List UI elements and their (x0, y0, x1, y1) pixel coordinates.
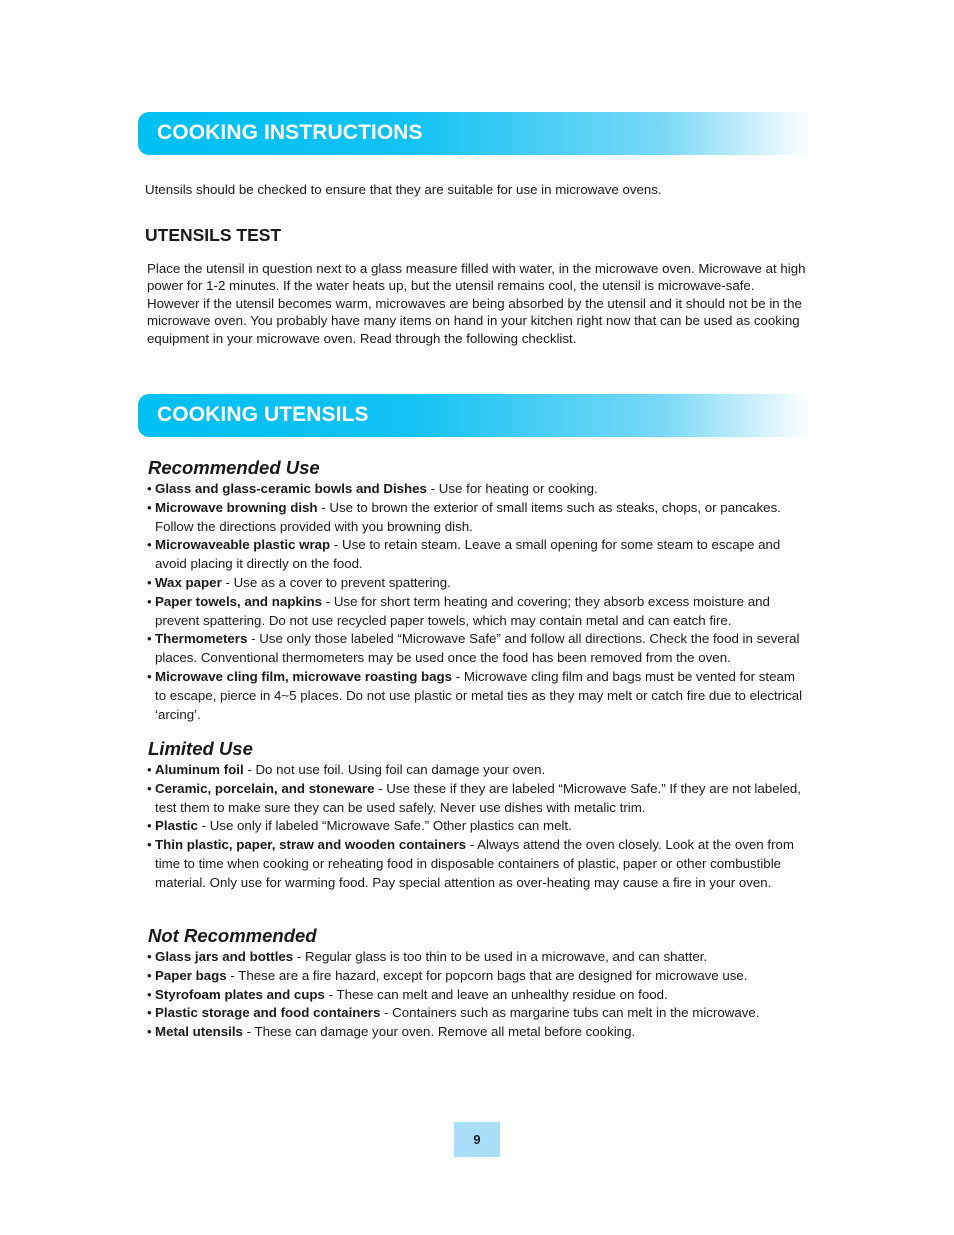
recommended-use-list (147, 480, 807, 724)
bullet-icon: • (147, 837, 152, 853)
bullet-icon: • (147, 1005, 152, 1021)
list-item (147, 499, 807, 537)
bullet-icon: • (147, 967, 152, 983)
list-item (147, 1023, 807, 1042)
item-description: - Regular glass is too thin to be used in a microwave, and can shatter. (293, 949, 708, 964)
item-term: Microwave browning dish (155, 499, 318, 515)
bullet-icon: • (147, 574, 152, 590)
list-item (147, 967, 807, 986)
item-term: Aluminum foil (155, 762, 244, 777)
item-description: - These can damage your oven. Remove all metal before cooking. (242, 1024, 636, 1040)
item-description: - Use as a cover to prevent spattering. (221, 574, 451, 590)
item-term: Plastic storage and food containers (155, 1005, 381, 1021)
item-description: - Use for heating or cooking. (426, 481, 598, 496)
bullet-icon: • (147, 481, 152, 496)
bullet-icon: • (147, 631, 152, 647)
not-recommended-heading: Not Recommended (148, 925, 317, 946)
bullet-icon: • (147, 1024, 152, 1040)
item-term: Plastic (155, 818, 198, 834)
item-term: Glass jars and bottles (155, 949, 294, 964)
intro-text: Utensils should be checked to ensure that they are suitable for use in microwave ovens. (145, 182, 662, 197)
list-item (147, 817, 807, 836)
item-term: Thermometers (155, 631, 248, 647)
item-description: - Containers such as margarine tubs can melt in the microwave. (380, 1005, 760, 1021)
item-term: Paper towels, and napkins (155, 593, 322, 609)
item-description: - Use for short term heating and covering; they absorb excess moisture and prevent spattering. Do not use recycled paper towels, which may contain metal and can eatch fire. (155, 593, 770, 628)
list-item (147, 836, 807, 892)
list-item (147, 630, 807, 668)
item-description: - Do not use foil. Using foil can damage your oven. (243, 762, 546, 777)
utensils-test-paragraph: Place the utensil in question next to a glass measure filled with water, in the microwave oven. Microwave at high power for 1-2 minutes. If the water heats up, but the utensil remains cool, the utensil is microwave-safe. However if the utensil becomes warm, microwaves are being absorbed by the utensil and it should not be in the microwave oven. You probably have many items on hand in your kitchen right now that can be used as cooking equipment in your microwave oven. Read through the following checklist. (147, 261, 806, 346)
list-item (147, 536, 807, 574)
list-item (147, 668, 807, 724)
item-description: - Use only those labeled “Microwave Safe” and follow all directions. Check the food in several places. Conventional thermometers may be used once the food has been removed from the oven. (155, 631, 800, 666)
bullet-icon: • (147, 986, 152, 1002)
item-description: - Microwave cling film and bags must be vented for steam to escape, pierce in 4~5 places. Do not use plastic or metal ties as they may melt or catch fire due to electrical ‘arcing’. (155, 668, 803, 722)
list-item (147, 480, 807, 499)
utensils-test-heading: UTENSILS TEST (145, 225, 282, 245)
item-description: - Use only if labeled “Microwave Safe.” Other plastics can melt. (197, 818, 572, 834)
recommended-use-section (147, 457, 807, 724)
item-description: - Always attend the oven closely. Look at the oven from time to time when cooking or reheating food in disposable containers of plastic, paper or other combustible material. Only use for warming food. Pay special attention as over-heating may cause a fire in your oven. (155, 837, 794, 890)
bullet-icon: • (147, 537, 152, 553)
bullet-icon: • (147, 780, 152, 796)
list-item (147, 948, 807, 967)
item-term: Thin plastic, paper, straw and wooden containers (155, 837, 467, 853)
bullet-icon: • (147, 499, 152, 515)
item-term: Microwaveable plastic wrap (155, 537, 331, 553)
item-description: - Use to brown the exterior of small items such as steaks, chops, or pancakes. Follow the directions provided with you browning dish. (155, 499, 781, 534)
not-recommended-list (147, 948, 807, 1042)
list-item (147, 574, 807, 593)
list-item (147, 761, 807, 780)
item-description: - These are a fire hazard, except for popcorn bags that are designed for microwave use. (226, 967, 748, 983)
section-title: COOKING UTENSILS (157, 403, 369, 426)
bullet-icon: • (147, 949, 152, 964)
item-description: - These can melt and leave an unhealthy residue on food. (324, 986, 668, 1002)
recommended-use-heading: Recommended Use (148, 457, 320, 478)
section-banner-cooking-utensils (138, 394, 812, 437)
item-description: - Use these if they are labeled “Microwave Safe.” If they are not labeled, test them to make sure they can be used safely. Never use dishes with metalic trim. (155, 780, 801, 815)
bullet-icon: • (147, 668, 152, 684)
page-number: 9 (454, 1122, 500, 1157)
bullet-icon: • (147, 593, 152, 609)
section-title: COOKING INSTRUCTIONS (157, 121, 423, 144)
item-term: Paper bags (155, 967, 227, 983)
list-item (147, 986, 807, 1005)
item-term: Ceramic, porcelain, and stoneware (155, 780, 375, 796)
list-item (147, 780, 807, 818)
item-term: Microwave cling film, microwave roasting bags (155, 668, 453, 684)
item-description: - Use to retain steam. Leave a small opening for some steam to escape and avoid placing it directly on the food. (155, 537, 781, 572)
item-term: Glass and glass-ceramic bowls and Dishes (155, 481, 427, 496)
list-item (147, 1004, 807, 1023)
item-term: Styrofoam plates and cups (155, 986, 325, 1002)
limited-use-section (147, 738, 807, 893)
bullet-icon: • (147, 762, 152, 777)
bullet-icon: • (147, 818, 152, 834)
section-banner-cooking-instructions (138, 112, 812, 155)
item-term: Wax paper (155, 574, 222, 590)
limited-use-list (147, 761, 807, 893)
list-item (147, 593, 807, 631)
not-recommended-section (147, 925, 807, 1042)
item-term: Metal utensils (155, 1024, 243, 1040)
limited-use-heading: Limited Use (148, 738, 253, 759)
